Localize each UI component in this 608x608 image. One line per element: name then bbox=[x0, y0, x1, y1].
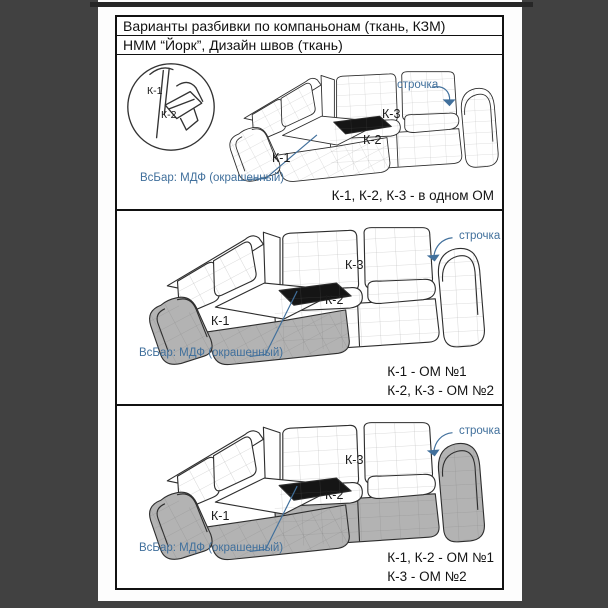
variant-section-3 bbox=[117, 406, 502, 590]
vsbar-label: ВсБар: МДФ (окрашенный) bbox=[139, 542, 284, 554]
label-k1: К-1 bbox=[211, 509, 230, 523]
label-k3: К-3 bbox=[345, 258, 364, 272]
label-k1: К-1 bbox=[272, 151, 291, 165]
label-k2: К-2 bbox=[363, 133, 382, 147]
table-title-row-1 bbox=[117, 17, 502, 36]
table-title-row-2 bbox=[117, 36, 502, 55]
caption-line: К-1, К-2, К-3 - в одном ОМ bbox=[331, 188, 494, 204]
stitch-label: строчка bbox=[459, 425, 501, 437]
title-text-2: НММ “Йорк”, Дизайн швов (ткань) bbox=[123, 37, 343, 53]
section-caption-1 bbox=[332, 186, 494, 206]
document-page bbox=[98, 0, 522, 601]
label-k2: К-2 bbox=[325, 293, 344, 307]
inset-label-k1: К-1 bbox=[147, 85, 163, 97]
caption-line: К-1, К-2 - ОМ №1 bbox=[387, 549, 494, 565]
vsbar-label: ВсБар: МДФ (окрашенный) bbox=[139, 347, 284, 359]
label-k2: К-2 bbox=[325, 488, 344, 502]
stitch-label: строчка bbox=[459, 230, 501, 242]
sofa-diagram-variant-1 bbox=[223, 68, 502, 185]
caption-line: К-2, К-3 - ОМ №2 bbox=[387, 383, 494, 399]
label-k3: К-3 bbox=[345, 453, 364, 467]
section-caption-2 bbox=[387, 362, 494, 401]
label-k1: К-1 bbox=[211, 314, 230, 328]
stitch-label: строчка bbox=[397, 79, 439, 91]
inset-label-k2: К-2 bbox=[161, 109, 177, 121]
caption-line: К-1 - ОМ №1 bbox=[387, 363, 467, 379]
stitch-detail-inset bbox=[123, 59, 219, 155]
caption-line: К-3 - ОМ №2 bbox=[387, 569, 467, 585]
variant-section-1 bbox=[117, 55, 502, 211]
page-top-rule bbox=[90, 2, 533, 7]
vsbar-label: ВсБар: МДФ (окрашенный) bbox=[140, 172, 285, 184]
title-text-1: Варианты разбивки по компаньонам (ткань, КЗМ) bbox=[123, 18, 446, 34]
variant-section-2 bbox=[117, 211, 502, 406]
section-caption-3 bbox=[387, 548, 494, 587]
spec-table bbox=[115, 15, 504, 590]
label-k3: К-3 bbox=[382, 107, 401, 121]
